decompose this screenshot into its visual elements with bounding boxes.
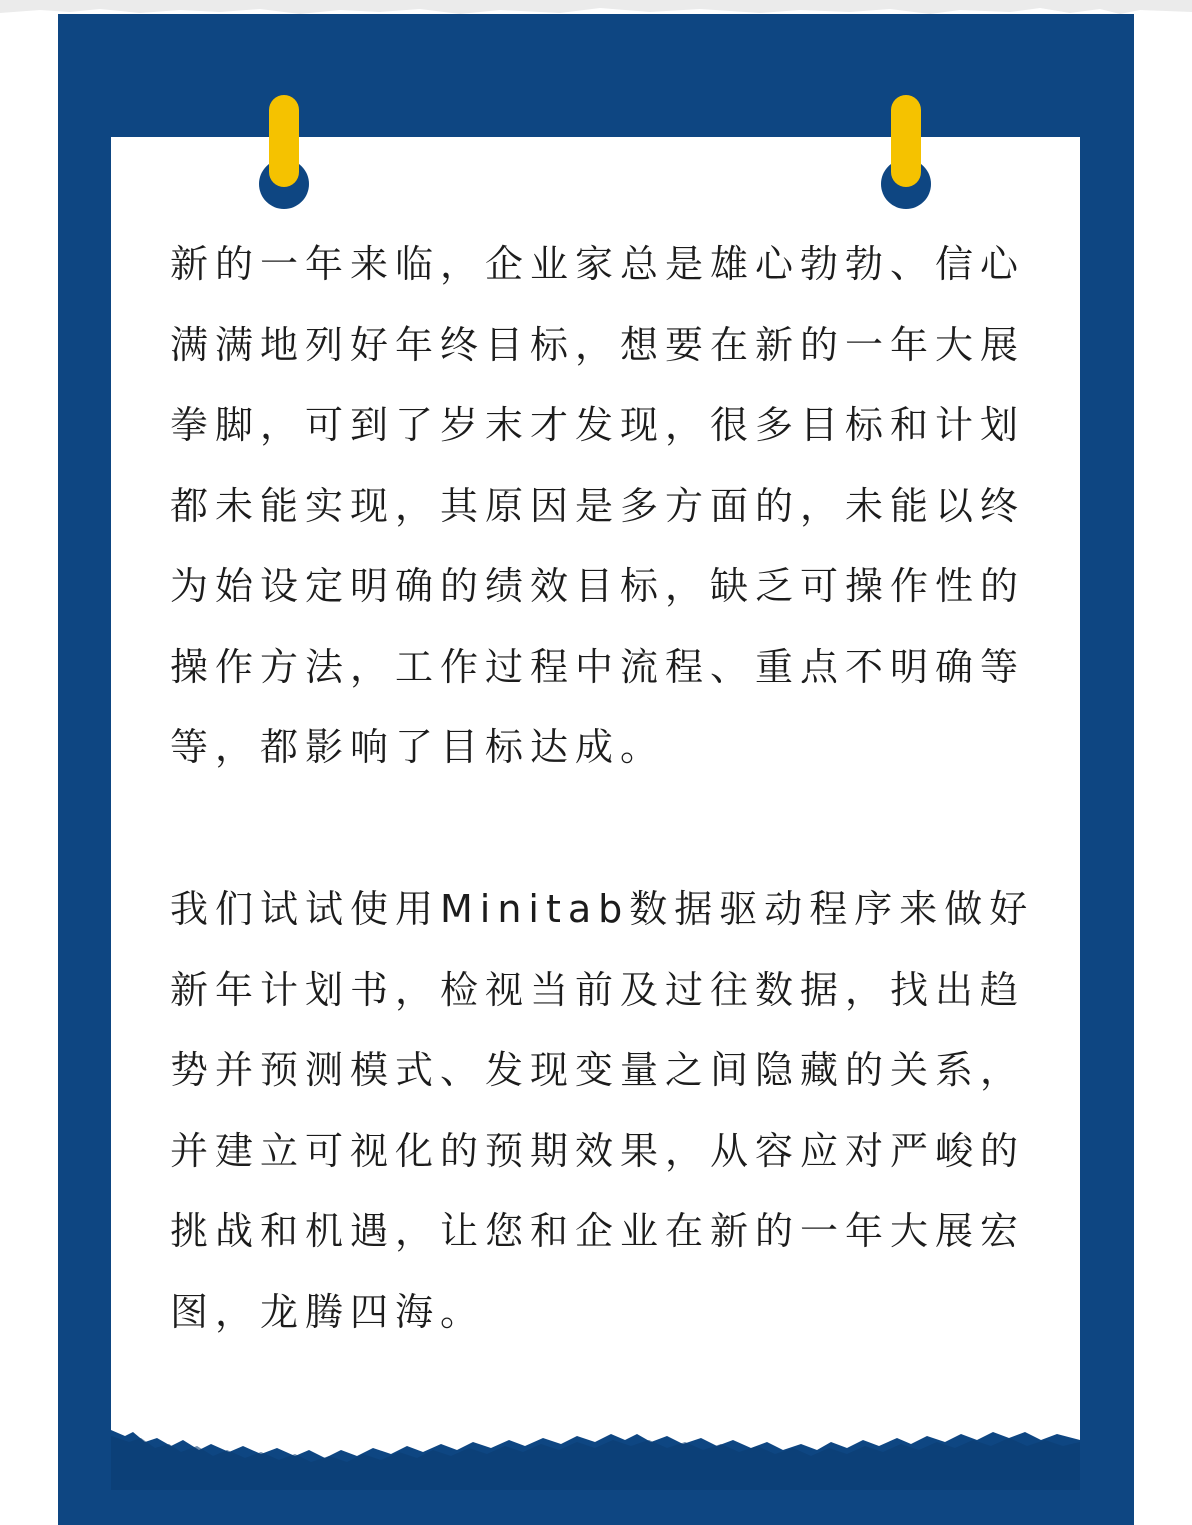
binder-ring-icon	[258, 93, 310, 213]
binder-ring-icon	[880, 93, 932, 213]
intro-paragraph	[170, 224, 1026, 788]
torn-paper-edge-bottom	[111, 1420, 1080, 1490]
text-line: 图，龙腾四海。	[170, 1289, 486, 1334]
text-line: 为始设定明确的绩效目标，缺乏可操作性的	[170, 564, 1026, 608]
minitab-paragraph	[170, 869, 1035, 1352]
text-line: 都未能实现，其原因是多方面的，未能以终	[170, 483, 1026, 528]
text-line: 操作方法，工作过程中流程、重点不明确等	[170, 644, 1026, 689]
text-line: 并建立可视化的预期效果，从容应对严峻的	[170, 1128, 1026, 1173]
text-line: 拳脚，可到了岁末才发现，很多目标和计划	[170, 403, 1026, 447]
text-line: 满满地列好年终目标，想要在新的一年大展	[170, 322, 1026, 367]
text-line: 挑战和机遇，让您和企业在新的一年大展宏	[170, 1209, 1026, 1253]
text-line: 新年计划书，检视当前及过往数据，找出趋	[170, 967, 1026, 1012]
text-line: 等，都影响了目标达成。	[170, 725, 666, 769]
text-line: 我们试试使用Minitab数据驱动程序来做好	[170, 887, 1035, 931]
text-line: 势并预测模式、发现变量之间隐藏的关系，	[170, 1048, 1026, 1092]
text-line: 新的一年来临，企业家总是雄心勃勃、信心	[170, 242, 1026, 286]
